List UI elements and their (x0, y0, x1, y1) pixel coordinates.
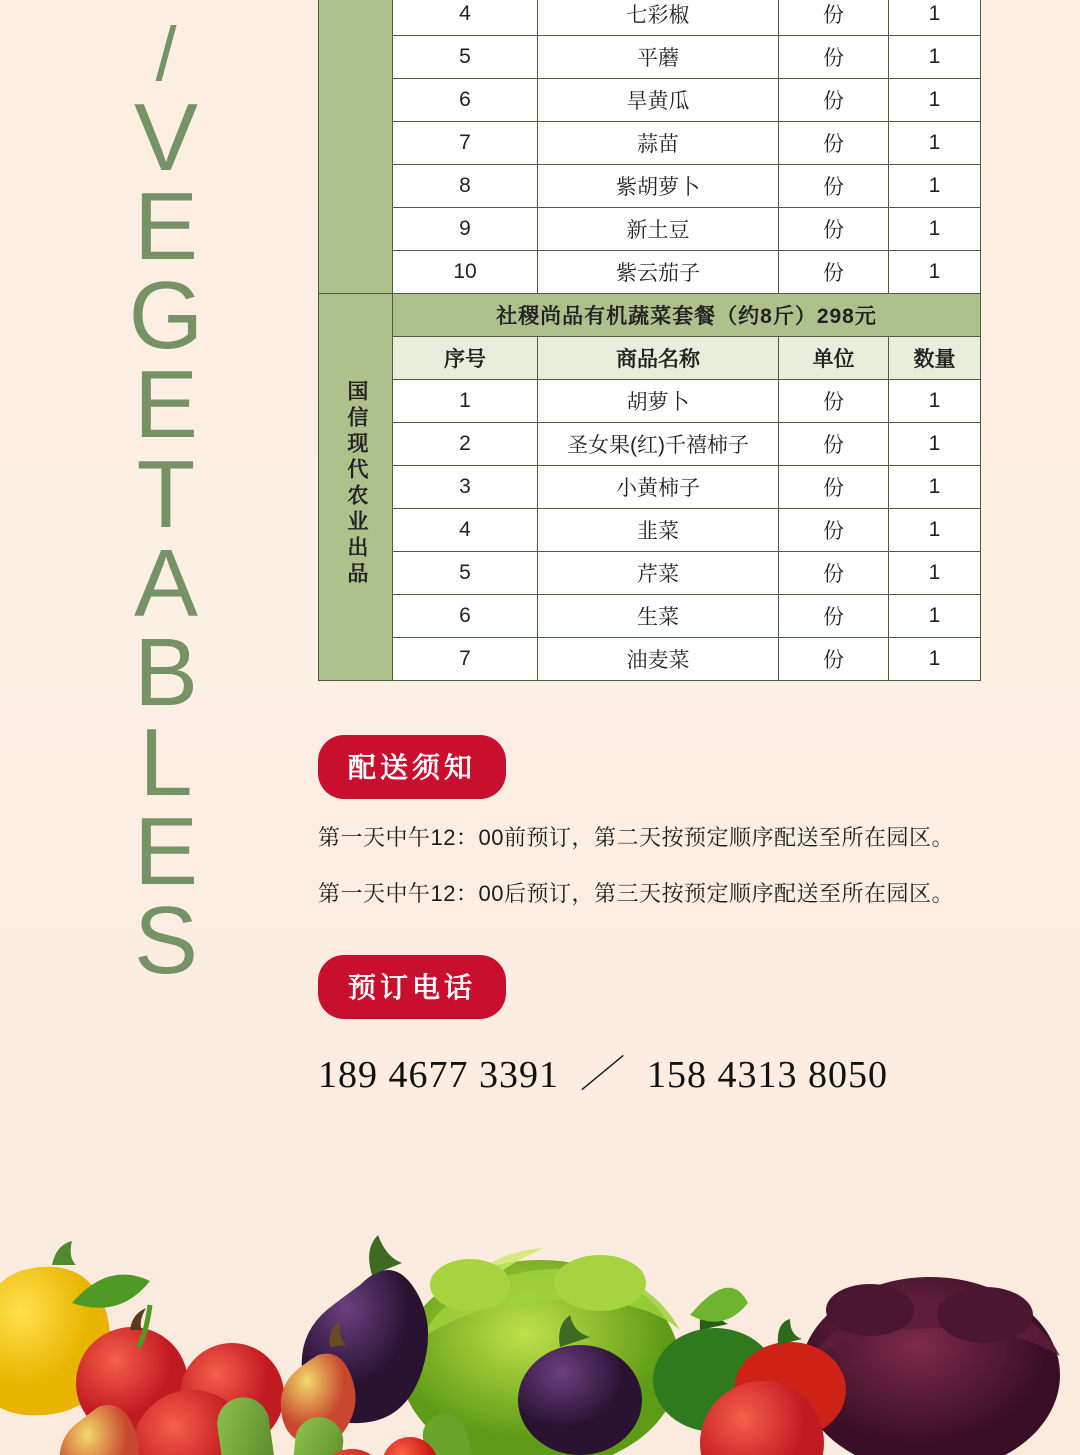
delivery-notice-badge: 配送须知 (318, 735, 506, 799)
cell-no: 3 (393, 466, 538, 509)
cell-no: 6 (393, 79, 538, 122)
cell-unit: 份 (779, 251, 889, 294)
cell-no: 1 (393, 380, 538, 423)
cell-name: 蒜苗 (538, 122, 779, 165)
cell-no: 6 (393, 595, 538, 638)
table-row (319, 36, 981, 79)
side-band-brand (319, 294, 393, 681)
cell-unit: 份 (779, 509, 889, 552)
cell-qty: 1 (889, 638, 981, 681)
package-title: 社稷尚品有机蔬菜套餐（约8斤）298元 (393, 294, 981, 337)
cell-qty: 1 (889, 79, 981, 122)
cell-unit: 份 (779, 638, 889, 681)
wordmark-letter: E (133, 172, 201, 280)
cell-qty: 1 (889, 423, 981, 466)
package-title-row (319, 294, 981, 337)
cell-name: 平蘑 (538, 36, 779, 79)
cell-name: 紫云茄子 (538, 251, 779, 294)
wordmark-letter: T (136, 440, 198, 548)
phone-number-1[interactable]: 189 4677 3391 (318, 1054, 559, 1096)
phone-separator: ／ (578, 1054, 627, 1096)
produce-illustration (0, 1125, 1080, 1455)
wordmark-letter: B (133, 619, 201, 727)
order-phone-section (318, 955, 1018, 1098)
cell-unit: 份 (779, 380, 889, 423)
cell-qty: 1 (889, 0, 981, 36)
cell-unit: 份 (779, 122, 889, 165)
table-row (319, 0, 981, 36)
cell-unit: 份 (779, 595, 889, 638)
produce-photo (0, 1125, 1080, 1455)
table-row (319, 552, 981, 595)
cell-unit: 份 (779, 165, 889, 208)
cell-no: 7 (393, 638, 538, 681)
red-leaf-lettuce-icon (800, 1277, 1060, 1455)
cell-qty: 1 (889, 595, 981, 638)
wordmark-letter: S (133, 887, 201, 995)
cell-qty: 1 (889, 122, 981, 165)
wordmark-letter: E (133, 351, 201, 459)
cell-name: 紫胡萝卜 (538, 165, 779, 208)
table-row (319, 638, 981, 681)
table-row (319, 165, 981, 208)
table-row (319, 423, 981, 466)
cell-unit: 份 (779, 208, 889, 251)
cell-name: 圣女果(红)千禧柿子 (538, 423, 779, 466)
cell-name: 芹菜 (538, 552, 779, 595)
wordmark-letter: A (133, 530, 201, 637)
table-row (319, 122, 981, 165)
cell-name: 油麦菜 (538, 638, 779, 681)
order-phone-numbers (318, 1043, 1018, 1098)
cell-name: 胡萝卜 (538, 380, 779, 423)
wordmark-letter: G (128, 262, 206, 370)
cell-qty: 1 (889, 36, 981, 79)
side-band-top (319, 0, 393, 294)
vertical-wordmark (92, 12, 242, 995)
table-row (319, 79, 981, 122)
cell-name: 旱黄瓜 (538, 79, 779, 122)
product-table-wrapper (318, 0, 980, 681)
cell-name: 七彩椒 (538, 0, 779, 36)
cell-unit: 份 (779, 466, 889, 509)
leaf-icon (690, 1288, 748, 1322)
wordmark-letter: E (133, 797, 201, 905)
cell-qty: 1 (889, 380, 981, 423)
product-table (318, 0, 981, 681)
cell-no: 5 (393, 36, 538, 79)
order-phone-badge: 预订电话 (318, 955, 506, 1019)
cell-no: 9 (393, 208, 538, 251)
cell-qty: 1 (889, 165, 981, 208)
cell-unit: 份 (779, 552, 889, 595)
phone-number-2[interactable]: 158 4313 8050 (647, 1054, 889, 1096)
cell-qty: 1 (889, 509, 981, 552)
header-no: 序号 (393, 337, 538, 380)
table-row (319, 251, 981, 294)
table-row (319, 509, 981, 552)
table-row (319, 466, 981, 509)
cell-qty: 1 (889, 251, 981, 294)
delivery-notice-section (318, 735, 998, 938)
header-qty: 数量 (889, 337, 981, 380)
cell-no: 2 (393, 423, 538, 466)
delivery-notice-line-1: 第一天中午12：00前预订，第二天按预定顺序配送至所在园区。 (318, 825, 954, 850)
table-row (319, 208, 981, 251)
cell-unit: 份 (779, 36, 889, 79)
header-name: 商品名称 (538, 337, 779, 380)
cell-no: 10 (393, 251, 538, 294)
cell-qty: 1 (889, 552, 981, 595)
delivery-notice-lines (318, 825, 998, 908)
cell-unit: 份 (779, 423, 889, 466)
cell-qty: 1 (889, 466, 981, 509)
cell-name: 韭菜 (538, 509, 779, 552)
cell-name: 小黄柿子 (538, 466, 779, 509)
header-unit: 单位 (779, 337, 889, 380)
slash-glyph: / (155, 12, 179, 97)
delivery-notice-line-2: 第一天中午12：00后预订，第三天按预定顺序配送至所在园区。 (318, 881, 954, 907)
table-header-row (319, 337, 981, 380)
cell-qty: 1 (889, 208, 981, 251)
wordmark-letter: V (133, 83, 201, 191)
cell-unit: 份 (779, 0, 889, 36)
wordmark-letter: L (139, 708, 195, 816)
cell-name: 生菜 (538, 595, 779, 638)
side-band-brand-text: 国信现代农业出品 (344, 379, 368, 588)
table-row (319, 595, 981, 638)
cell-no: 4 (393, 0, 538, 36)
cell-unit: 份 (779, 79, 889, 122)
table-row (319, 380, 981, 423)
cell-no: 4 (393, 509, 538, 552)
cell-no: 8 (393, 165, 538, 208)
cell-no: 7 (393, 122, 538, 165)
cell-name: 新土豆 (538, 208, 779, 251)
cell-no: 5 (393, 552, 538, 595)
